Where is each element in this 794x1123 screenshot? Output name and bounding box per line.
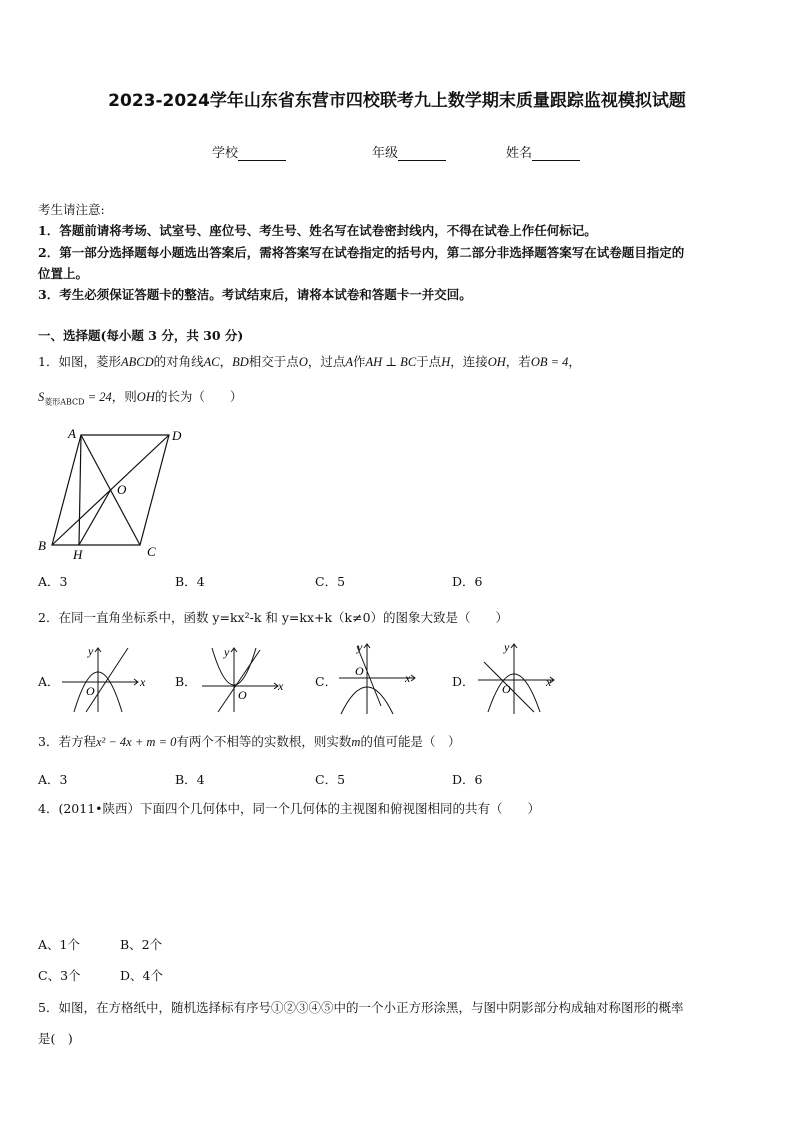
q3-equation: x² − 4x + m = 0 — [95, 735, 177, 749]
q1-math: BD — [232, 355, 249, 369]
q1-text: 1．如图，菱形 — [38, 354, 121, 369]
q3-variable: m — [351, 735, 361, 749]
q3-option-a: A．3 — [38, 772, 68, 787]
label-B: B — [38, 538, 46, 553]
q2-option-a-letter: A． — [38, 674, 60, 689]
q1-option-b: B．4 — [175, 574, 205, 589]
q3-text — [38, 731, 460, 753]
q1-option-c: C．5 — [315, 574, 346, 589]
q1-text: 的对角线 — [153, 354, 204, 369]
q3-option-c: C．5 — [315, 772, 346, 787]
q4-option-d: D、4个 — [120, 968, 163, 983]
origin-label: O — [238, 688, 247, 702]
axis-x-label: x — [278, 679, 284, 693]
q1-math: = 24 — [84, 390, 112, 404]
q4-text: 4．(2011•陕西）下面四个几何体中，同一个几何体的主视图和俯视图相同的共有（ ） — [38, 801, 541, 816]
q5-line2: 是( ) — [38, 1031, 73, 1046]
q1-text: ， — [568, 354, 581, 369]
q1-option-d: D．6 — [452, 574, 483, 589]
label-D: D — [172, 428, 182, 443]
axis-y-label: y — [88, 644, 94, 658]
label-H: H — [73, 547, 83, 562]
name-field — [506, 142, 580, 161]
q3-text-a: 3．若方程 — [38, 734, 96, 749]
q2-option-c-letter: C． — [315, 674, 338, 689]
q1-text: ，过点 — [307, 354, 346, 369]
q1-math: OH — [136, 390, 155, 404]
q5-line1: 5．如图，在方格纸中，随机选择标有序号①②③④⑤中的一个小正方形涂黑，与图中阴影部分构成轴对称图形的概率 — [38, 1000, 684, 1015]
q1-math: H — [441, 355, 451, 369]
q1-math: ABCD — [120, 355, 154, 369]
notice-heading: 考生请注意: — [38, 202, 105, 217]
q1-math: OH — [487, 355, 506, 369]
q1-text: ，若 — [505, 354, 531, 369]
axis-x-label: x — [405, 671, 411, 685]
q4-option-b: B、2个 — [120, 937, 163, 952]
q1-text: 于点 — [416, 354, 442, 369]
q1-subscript: 菱形ABCD — [44, 397, 85, 407]
grade-field — [372, 142, 446, 161]
page-title: 2023-2024学年山东省东营市四校联考九上数学期末质量跟踪监视模拟试题 — [108, 91, 686, 111]
q2-option-b-letter: B． — [175, 674, 197, 689]
axis-x-label: x — [546, 675, 552, 689]
q1-math: AH ⊥ BC — [365, 355, 417, 369]
axis-y-label: y — [357, 640, 363, 654]
origin-label: O — [502, 682, 511, 696]
q1-line2 — [38, 386, 242, 413]
q1-text: 的长为（ ） — [154, 389, 243, 404]
grade-label: 年级 — [372, 146, 399, 161]
q1-math: OB = 4 — [530, 355, 569, 369]
label-O: O — [117, 482, 127, 497]
q2-option-d-letter: D． — [452, 674, 475, 689]
q1-math: S — [38, 390, 45, 404]
axis-y-label: y — [224, 645, 230, 659]
q2-graph-d — [474, 640, 566, 716]
q1-math: A — [345, 355, 353, 369]
q1-text: 相交于点 — [248, 354, 299, 369]
q2-graph-c — [335, 640, 427, 716]
notice-item-1: 1．答题前请将考场、试室号、座位号、考生号、姓名写在试卷密封线内，不得在试卷上作任何标记。 — [38, 223, 597, 238]
q1-text: ，则 — [111, 389, 137, 404]
name-blank — [532, 148, 580, 161]
notice-item-3: 3．考生必须保证答题卡的整洁。考试结束后，请将本试卷和答题卡一并交回。 — [38, 287, 472, 302]
school-field — [212, 142, 286, 161]
notice-item-2: 2．第一部分选择题每小题选出答案后，需将答案写在试卷指定的括号内，第二部分非选择题答案写在试卷题目指定的 — [38, 245, 685, 260]
origin-label: O — [86, 684, 95, 698]
q3-option-d: D．6 — [452, 772, 483, 787]
label-C: C — [147, 544, 156, 559]
q2-text: 2．在同一直角坐标系中，函数 y=kx²-k 和 y=kx+k（k≠0）的图象大致是（ ） — [38, 610, 509, 625]
name-label: 姓名 — [506, 146, 533, 161]
q4-option-c: C、3个 — [38, 968, 81, 983]
q1-text: ， — [219, 354, 233, 369]
origin-label: O — [355, 664, 364, 678]
rhombus-figure — [30, 420, 200, 565]
school-blank — [238, 148, 286, 161]
q1-line1 — [38, 351, 581, 373]
school-label: 学校 — [212, 146, 239, 161]
label-A: A — [68, 426, 76, 441]
q1-text: 作 — [353, 354, 366, 369]
q1-option-a: A．3 — [38, 574, 68, 589]
section-heading: 一、选择题(每小题 3 分，共 30 分) — [38, 328, 244, 343]
q1-text: ，连接 — [450, 354, 488, 369]
notice-item-2-cont: 位置上。 — [38, 266, 89, 281]
grade-blank — [398, 148, 446, 161]
q3-text-b: 有两个不相等的实数根，则实数 — [176, 734, 352, 749]
axis-x-label: x — [140, 675, 146, 689]
q1-math: AC — [203, 355, 220, 369]
q4-option-a: A、1个 — [38, 937, 80, 952]
axis-y-label: y — [504, 640, 510, 654]
q2-graph-b — [198, 642, 290, 714]
q1-math: O — [298, 355, 308, 369]
q2-graph-a — [58, 642, 150, 714]
q3-text-c: 的值可能是（ ） — [360, 734, 461, 749]
q3-option-b: B．4 — [175, 772, 205, 787]
